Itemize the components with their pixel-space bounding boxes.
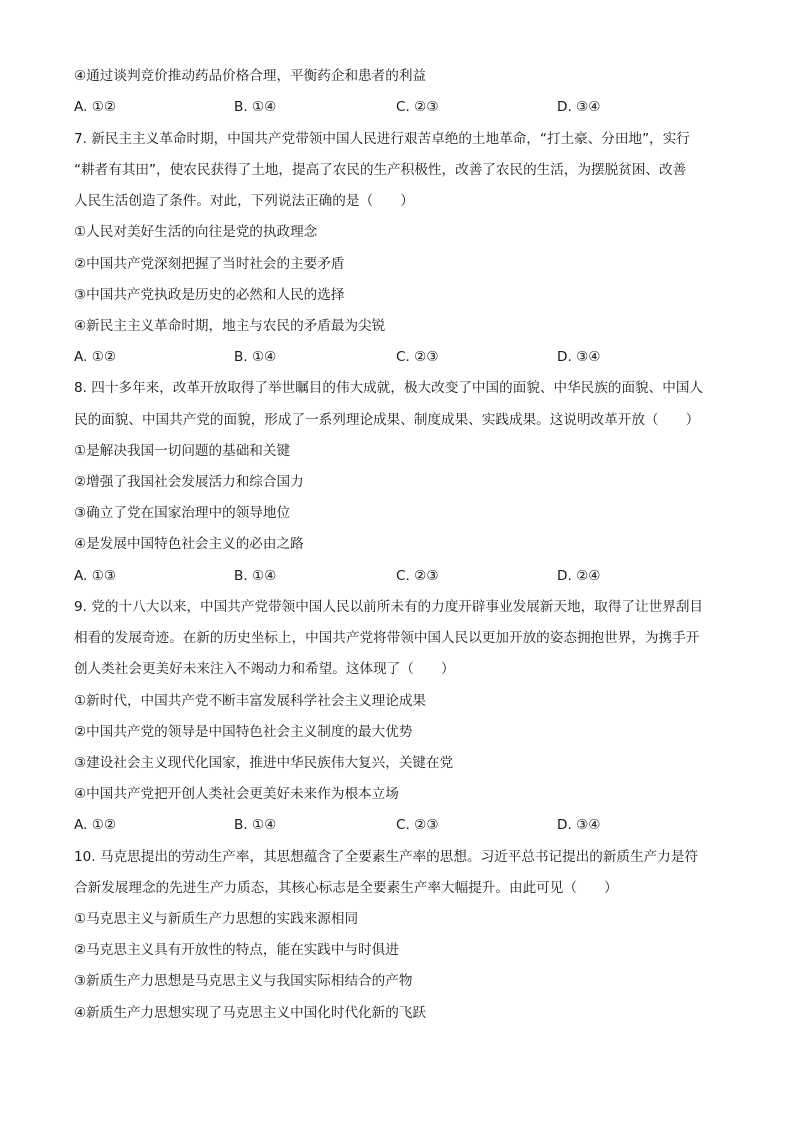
q9-item-1: ①新时代，中国共产党不断丰富发展科学社会主义理论成果: [74, 693, 427, 709]
q9-stem-line-1: 9. 党的十八大以来，中国共产党带领中国人民以前所未有的力度开辟事业发展新天地，取得了让世界刮目: [74, 599, 704, 615]
q7-option-d: D. ③④: [557, 349, 601, 365]
q9-option-a: A. ①②: [74, 817, 117, 833]
q10-stem-line-1: 10. 马克思提出的劳动生产率，其思想蕴含了全要素生产率的思想。习近平总书记提出的新质生产力是符: [74, 849, 699, 865]
q7-item-4: ④新民主主义革命时期，地主与农民的矛盾最为尖锐: [74, 318, 386, 334]
q6-option-c: C. ②③: [396, 99, 439, 115]
q10-item-3: ③新质生产力思想是马克思主义与我国实际相结合的产物: [74, 973, 413, 989]
q8-item-4: ④是发展中国特色社会主义的必由之路: [74, 536, 304, 552]
q9-stem-line-3: 创人类社会更美好未来注入不竭动力和希望。这体现了（ ）: [74, 661, 455, 677]
q7-option-b: B. ①④: [234, 349, 277, 365]
q9-option-c: C. ②③: [396, 817, 439, 833]
q8-item-1: ①是解决我国一切问题的基础和关键: [74, 443, 291, 459]
q8-stem-line-2: 民的面貌、中国共产党的面貌，形成了一系列理论成果、制度成果、实践成果。这说明改革开放（ ）: [74, 412, 700, 428]
q9-item-3: ③建设社会主义现代化国家，推进中华民族伟大复兴，关键在党: [74, 755, 454, 771]
q6-item-4: ④通过谈判竞价推动药品价格合理，平衡药企和患者的利益: [74, 68, 427, 84]
q7-item-3: ③中国共产党执政是历史的必然和人民的选择: [74, 287, 345, 303]
q8-option-c: C. ②③: [396, 568, 439, 584]
q10-stem-line-2: 合新发展理念的先进生产力质态，其核心标志是全要素生产率大幅提升。由此可见（ ）: [74, 880, 618, 896]
q9-item-2: ②中国共产党的领导是中国特色社会主义制度的最大优势: [74, 724, 413, 740]
q7-option-c: C. ②③: [396, 349, 439, 365]
q10-item-1: ①马克思主义与新质生产力思想的实践来源相同: [74, 911, 359, 927]
q6-option-a: A. ①②: [74, 99, 117, 115]
q9-option-d: D. ③④: [557, 817, 601, 833]
q8-option-d: D. ②④: [557, 568, 601, 584]
q8-option-a: A. ①③: [74, 568, 117, 584]
q7-option-a: A. ①②: [74, 349, 117, 365]
q7-stem-line-2: “耕者有其田”，使农民获得了土地，提高了农民的生产积极性，改善了农民的生活，为摆脱贫困、改善: [74, 162, 687, 178]
q7-item-2: ②中国共产党深刻把握了当时社会的主要矛盾: [74, 256, 345, 272]
q7-stem-line-3: 人民生活创造了条件。对此，下列说法正确的是（ ）: [74, 193, 414, 209]
q9-item-4: ④中国共产党把开创人类社会更美好未来作为根本立场: [74, 786, 399, 802]
q9-option-b: B. ①④: [234, 817, 277, 833]
q8-stem-line-1: 8. 四十多年来，改革开放取得了举世瞩目的伟大成就，极大改变了中国的面貌、中华民族的面貌、中国人: [74, 380, 704, 396]
q6-option-b: B. ①④: [234, 99, 277, 115]
q7-stem-line-1: 7. 新民主主义革命时期，中国共产党带领中国人民进行艰苦卓绝的土地革命，“打土豪、分田地”，实行: [74, 131, 690, 147]
q10-item-4: ④新质生产力思想实现了马克思主义中国化时代化新的飞跃: [74, 1005, 427, 1021]
q9-stem-line-2: 相看的发展奇迹。在新的历史坐标上，中国共产党将带领中国人民以更加开放的姿态拥抱世界，为携手开: [74, 630, 700, 646]
q8-option-b: B. ①④: [234, 568, 277, 584]
q6-option-d: D. ③④: [557, 99, 601, 115]
q7-item-1: ①人民对美好生活的向往是党的执政理念: [74, 224, 318, 240]
q10-item-2: ②马克思主义具有开放性的特点，能在实践中与时俱进: [74, 942, 399, 958]
q8-item-3: ③确立了党在国家治理中的领导地位: [74, 505, 291, 521]
q8-item-2: ②增强了我国社会发展活力和综合国力: [74, 474, 304, 490]
